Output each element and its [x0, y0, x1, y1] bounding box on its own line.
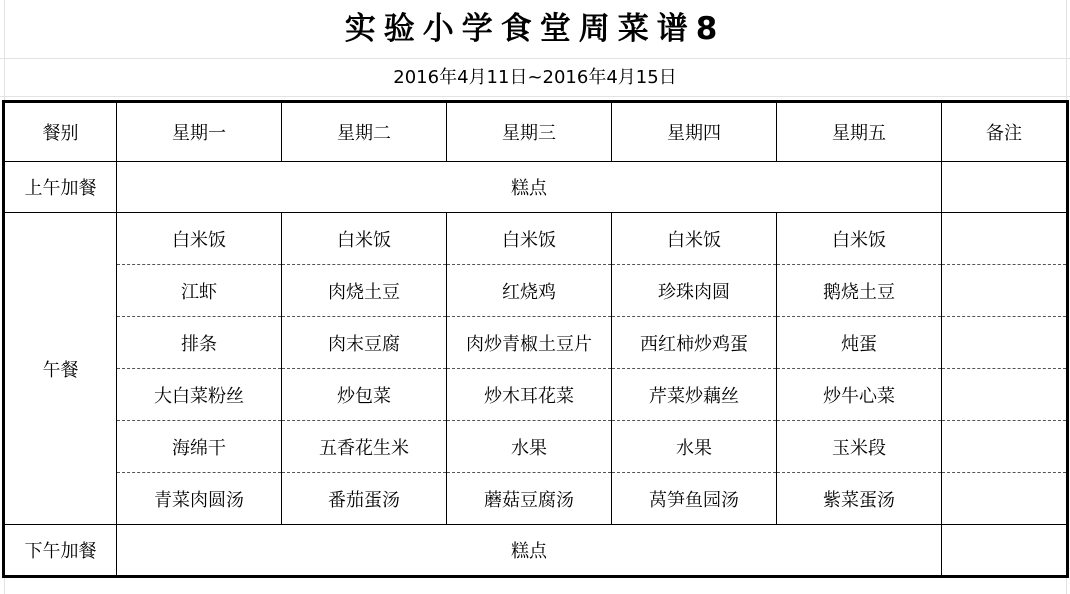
dish-cell: 白米饭 — [117, 213, 282, 265]
header-tuesday: 星期二 — [282, 102, 447, 162]
dish-cell: 番茄蛋汤 — [282, 473, 447, 525]
header-monday: 星期一 — [117, 102, 282, 162]
dish-cell: 蘑菇豆腐汤 — [447, 473, 612, 525]
lunch-row — [4, 317, 1068, 369]
dish-cell: 海绵干 — [117, 421, 282, 473]
lunch-note-cell — [942, 369, 1068, 421]
morning-snack-label: 上午加餐 — [4, 162, 117, 213]
header-row — [4, 102, 1068, 162]
dish-cell: 水果 — [447, 421, 612, 473]
dish-cell: 炒包菜 — [282, 369, 447, 421]
dish-cell: 玉米段 — [777, 421, 942, 473]
header-meal-type: 餐别 — [4, 102, 117, 162]
afternoon-snack-label: 下午加餐 — [4, 525, 117, 577]
dish-cell: 排条 — [117, 317, 282, 369]
morning-snack-note — [942, 162, 1068, 213]
afternoon-snack-value: 糕点 — [117, 525, 942, 577]
afternoon-snack-row — [4, 525, 1068, 577]
dish-cell: 芹菜炒藕丝 — [612, 369, 777, 421]
date-range: 2016年4月11日~2016年4月15日 — [393, 67, 677, 88]
dish-cell: 西红柿炒鸡蛋 — [612, 317, 777, 369]
lunch-row — [4, 213, 1068, 265]
lunch-label: 午餐 — [4, 213, 117, 525]
dish-cell: 江虾 — [117, 265, 282, 317]
dish-cell: 炒牛心菜 — [777, 369, 942, 421]
dish-cell: 肉烧土豆 — [282, 265, 447, 317]
dish-cell: 炖蛋 — [777, 317, 942, 369]
lunch-row — [4, 369, 1068, 421]
dish-cell: 大白菜粉丝 — [117, 369, 282, 421]
header-thursday: 星期四 — [612, 102, 777, 162]
lunch-note-cell — [942, 421, 1068, 473]
dish-cell: 肉炒青椒土豆片 — [447, 317, 612, 369]
dish-cell: 红烧鸡 — [447, 265, 612, 317]
lunch-row — [4, 473, 1068, 525]
lunch-row — [4, 421, 1068, 473]
dish-cell: 白米饭 — [447, 213, 612, 265]
lunch-note-cell — [942, 213, 1068, 265]
dish-cell: 五香花生米 — [282, 421, 447, 473]
morning-snack-row — [4, 162, 1068, 213]
lunch-note-cell — [942, 265, 1068, 317]
weekly-menu-table — [2, 100, 1069, 578]
dish-cell: 肉末豆腐 — [282, 317, 447, 369]
lunch-row — [4, 265, 1068, 317]
dish-cell: 炒木耳花菜 — [447, 369, 612, 421]
dish-cell: 紫菜蛋汤 — [777, 473, 942, 525]
dish-cell: 珍珠肉圆 — [612, 265, 777, 317]
lunch-note-cell — [942, 317, 1068, 369]
dish-cell: 白米饭 — [777, 213, 942, 265]
header-friday: 星期五 — [777, 102, 942, 162]
header-wednesday: 星期三 — [447, 102, 612, 162]
dish-cell: 水果 — [612, 421, 777, 473]
page-title: 实验小学食堂周菜谱8 — [344, 11, 726, 47]
dish-cell: 白米饭 — [612, 213, 777, 265]
dish-cell: 鹅烧土豆 — [777, 265, 942, 317]
dish-cell: 青菜肉圆汤 — [117, 473, 282, 525]
dish-cell: 白米饭 — [282, 213, 447, 265]
lunch-note-cell — [942, 473, 1068, 525]
afternoon-snack-note — [942, 525, 1068, 577]
header-notes: 备注 — [942, 102, 1068, 162]
morning-snack-value: 糕点 — [117, 162, 942, 213]
dish-cell: 莴笋鱼园汤 — [612, 473, 777, 525]
